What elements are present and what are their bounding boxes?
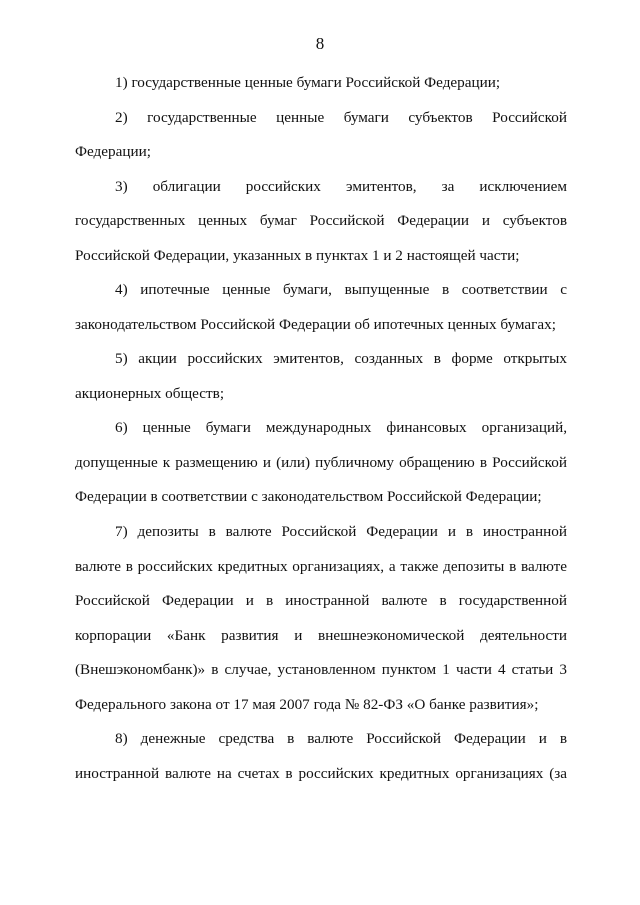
text-line: (Внешэкономбанк)» в случае, установленном пунктом 1 части 4 статьи 3 xyxy=(75,661,567,678)
text-line: валюте в российских кредитных организациях, а также депозиты в валюте xyxy=(75,558,567,575)
text-line: корпорации «Банк развития и внешнеэкономической деятельности xyxy=(75,627,567,644)
text-line: Российской Федерации, указанных в пунктах 1 и 2 настоящей части; xyxy=(75,247,520,264)
text-line: 8) денежные средства в валюте Российской Федерации и в xyxy=(115,730,567,747)
text-line: Федерального закона от 17 мая 2007 года № 82-ФЗ «О банке развития»; xyxy=(75,696,539,713)
text-line: 2) государственные ценные бумаги субъектов Российской xyxy=(115,109,567,126)
text-line: допущенные к размещению и (или) публичному обращению в Российской xyxy=(75,454,567,471)
text-line: законодательством Российской Федерации об ипотечных ценных бумагах; xyxy=(75,316,556,333)
text-line: государственных ценных бумаг Российской Федерации и субъектов xyxy=(75,212,567,229)
text-line: 3) облигации российских эмитентов, за исключением xyxy=(115,178,567,195)
page-number: 8 xyxy=(315,34,325,53)
text-line: 5) акции российских эмитентов, созданных в форме открытых xyxy=(115,350,567,367)
text-line: акционерных обществ; xyxy=(75,385,225,402)
text-line: 6) ценные бумаги международных финансовых организаций, xyxy=(115,419,567,436)
text-line: Федерации; xyxy=(75,143,151,160)
text-line: 1) государственные ценные бумаги Российской Федерации; xyxy=(115,74,501,91)
text-line: иностранной валюте на счетах в российских кредитных организациях (за xyxy=(75,765,567,782)
text-line: Российской Федерации и в иностранной валюте в государственной xyxy=(75,592,567,609)
text-line: Федерации в соответствии с законодательством Российской Федерации; xyxy=(75,488,542,505)
text-line: 7) депозиты в валюте Российской Федерации и в иностранной xyxy=(115,523,567,540)
text-line: 4) ипотечные ценные бумаги, выпущенные в соответствии с xyxy=(115,281,567,298)
